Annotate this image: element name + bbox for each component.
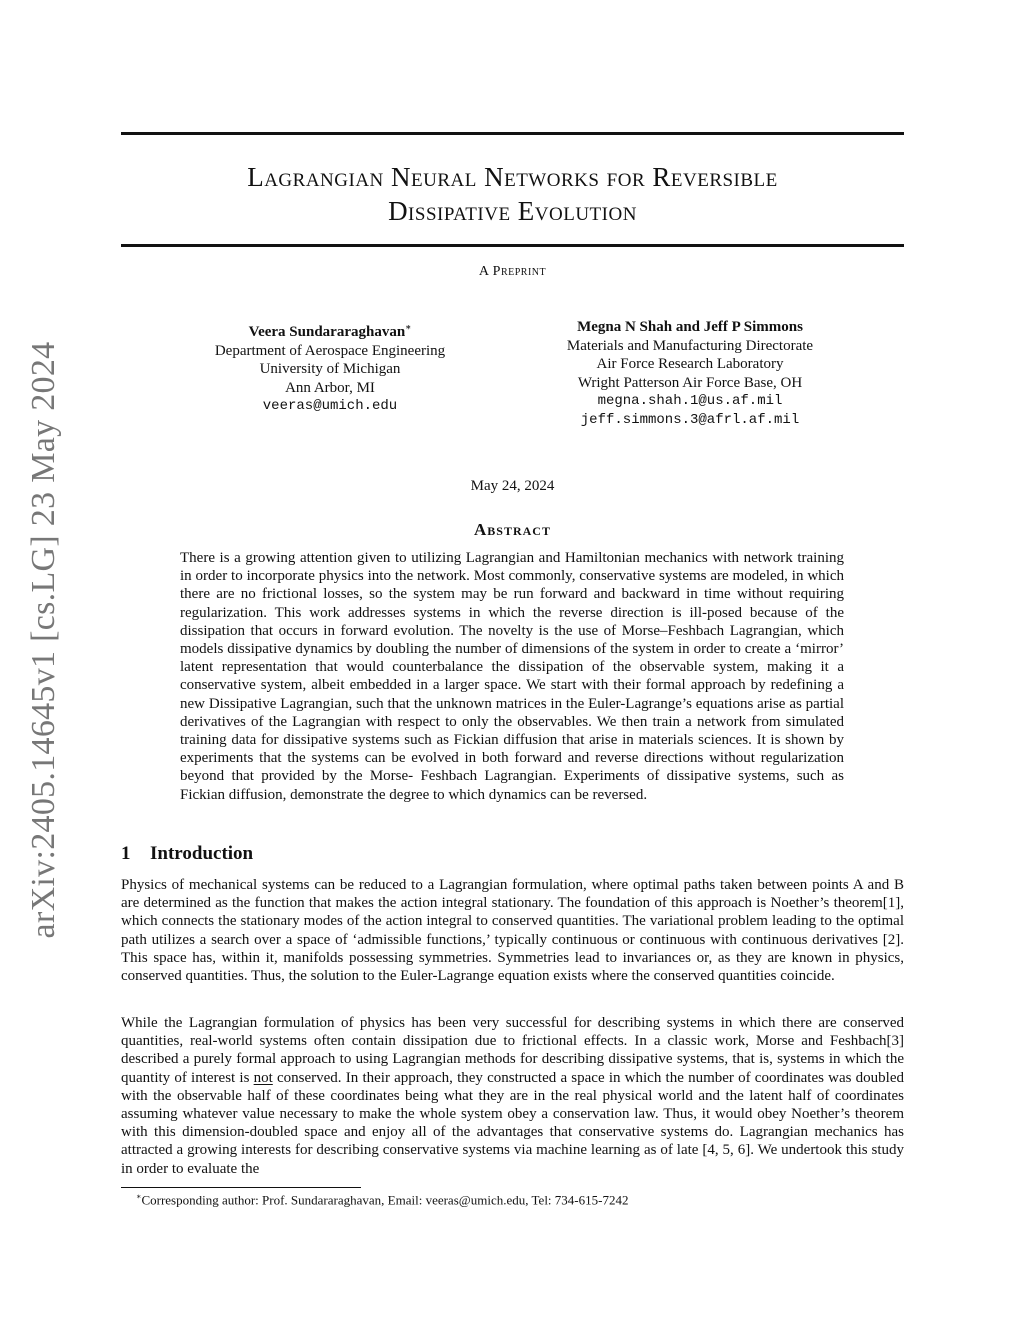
corresponding-marker: ∗ (405, 322, 412, 332)
author-name: Megna N Shah and Jeff P Simmons (577, 319, 803, 335)
author-location: Wright Patterson Air Force Base, OH (577, 374, 803, 391)
author-institution: Air Force Research Laboratory (596, 356, 784, 372)
author-block-right (535, 318, 845, 429)
paper-title (121, 160, 904, 228)
underlined-emphasis: not (253, 1069, 273, 1086)
author-institution: University of Michigan (259, 361, 401, 377)
section-title: Introduction (150, 843, 254, 864)
intro-paragraph-2 (121, 1014, 904, 1178)
section-heading-introduction (121, 843, 253, 865)
paragraph-text-part-1: While the Lagrangian formulation of physics has been very successful for describing systems in which there are conserved quantities, real-world systems often contain dissipation due to frictional effects. In a classic work, Morse and Feshbach[3] described a purely formal approach to using Lagrangian methods for describing dissipative systems, that is, systems in which the quantity of interest is (121, 1015, 904, 1086)
footnote-rule (121, 1187, 361, 1188)
arxiv-identifier: arXiv:2405.14645v1 [cs.LG] 23 May 2024 (25, 341, 62, 939)
section-number: 1 (121, 843, 131, 864)
paragraph-text-part-2: conserved. In their approach, they constructed a space in which the number of coordinates was doubled with the observable half of these coordinates being what they are in the real physical world and the latent half of coordinates assuming whatever value necessary to make the whole system obey a conservation law. Thus, it would obey Noether’s theorem with this dimension-doubled space and enjoy all of the advantages that conservative systems do. Lagrangian mechanics has attracted a growing interests for describing conservative systems via machine learning as of late [4, 5, 6]. We undertook this study in order to evaluate the (121, 1069, 904, 1177)
abstract-text: There is a growing attention given to utilizing Lagrangian and Hamiltonian mechanics with network training in order to incorporate physics into the network. Most commonly, conservative systems are modeled, in which there are no frictional losses, so the system may be run forward and backward in time without requiring regularization. This work addresses systems in which the reverse direction is ill-posed because of the dissipation that occurs in forward evolution. The novelty is the use of Morse–Feshbach Lagrangian, which models dissipative dynamics by doubling the number of dimensions of the system in order to create a ‘mirror’ latent representation that would counterbalance the dissipation of the observable system, making it a conservative system, albeit embedded in a larger space. We start with their formal approach by redefining a new Dissipative Lagrangian, such that the unknown matrices in the Euler-Lagrange’s equations arise as partial derivatives of the Lagrangian with respect to only the observables. We then train a network from simulated training data for dissipative systems such as Fickian diffusion that arise in materials sciences. It is shown by experiments that the systems can be evolved in both forward and reverse directions without regularization beyond that provided by the Morse- Feshbach Lagrangian. Experiments of dissipative systems, such as Fickian diffusion, demonstrate the degree to which dynamics can be reversed. (180, 550, 844, 803)
title-line-2: Dissipative Evolution (388, 196, 637, 226)
author-name: Veera Sundararaghavan∗ (248, 322, 412, 340)
author-email: veeras@umich.edu (262, 398, 398, 414)
author-email-2: jeff.simmons.3@afrl.af.mil (580, 411, 800, 428)
title-line-1: Lagrangian Neural Networks for Reversible (247, 162, 778, 192)
abstract-heading: Abstract (474, 520, 551, 539)
preprint-label: A Preprint (478, 264, 547, 279)
author-block-left (175, 318, 485, 416)
intro-paragraph-1: Physics of mechanical systems can be reduced to a Lagrangian formulation, where optimal paths taken between points A and B are determined as the function that makes the action integral stationary. The foundation of this approach is Noether’s theorem[1], which connects the stationary modes of the action integral to conserved quantities. The variational problem leading to the optimal path utilizes a search over a space of ‘admissible functions,’ typically continuous or continuous with continuous derivatives [2]. This space has, within it, manifolds possessing symmetries. Symmetries lead to invariances or, as they are known in physics, conserved quantities. Thus, the solution to the Euler-Lagrange equation exists where the conserved quantities coincide. (121, 877, 904, 985)
author-location: Ann Arbor, MI (285, 379, 375, 396)
footnote-marker: ∗ (136, 1192, 142, 1201)
author-department: Materials and Manufacturing Directorate (566, 337, 814, 354)
title-top-rule (121, 132, 904, 135)
footnote-text: Corresponding author: Prof. Sundararaghavan, Email: veeras@umich.edu, Tel: 734-615-7242 (141, 1192, 629, 1208)
title-bottom-rule (121, 244, 904, 247)
footnote (136, 1192, 628, 1208)
author-email-1: megna.shah.1@us.af.mil (597, 393, 783, 409)
author-department: Department of Aerospace Engineering (214, 342, 446, 359)
paper-date: May 24, 2024 (470, 478, 555, 494)
